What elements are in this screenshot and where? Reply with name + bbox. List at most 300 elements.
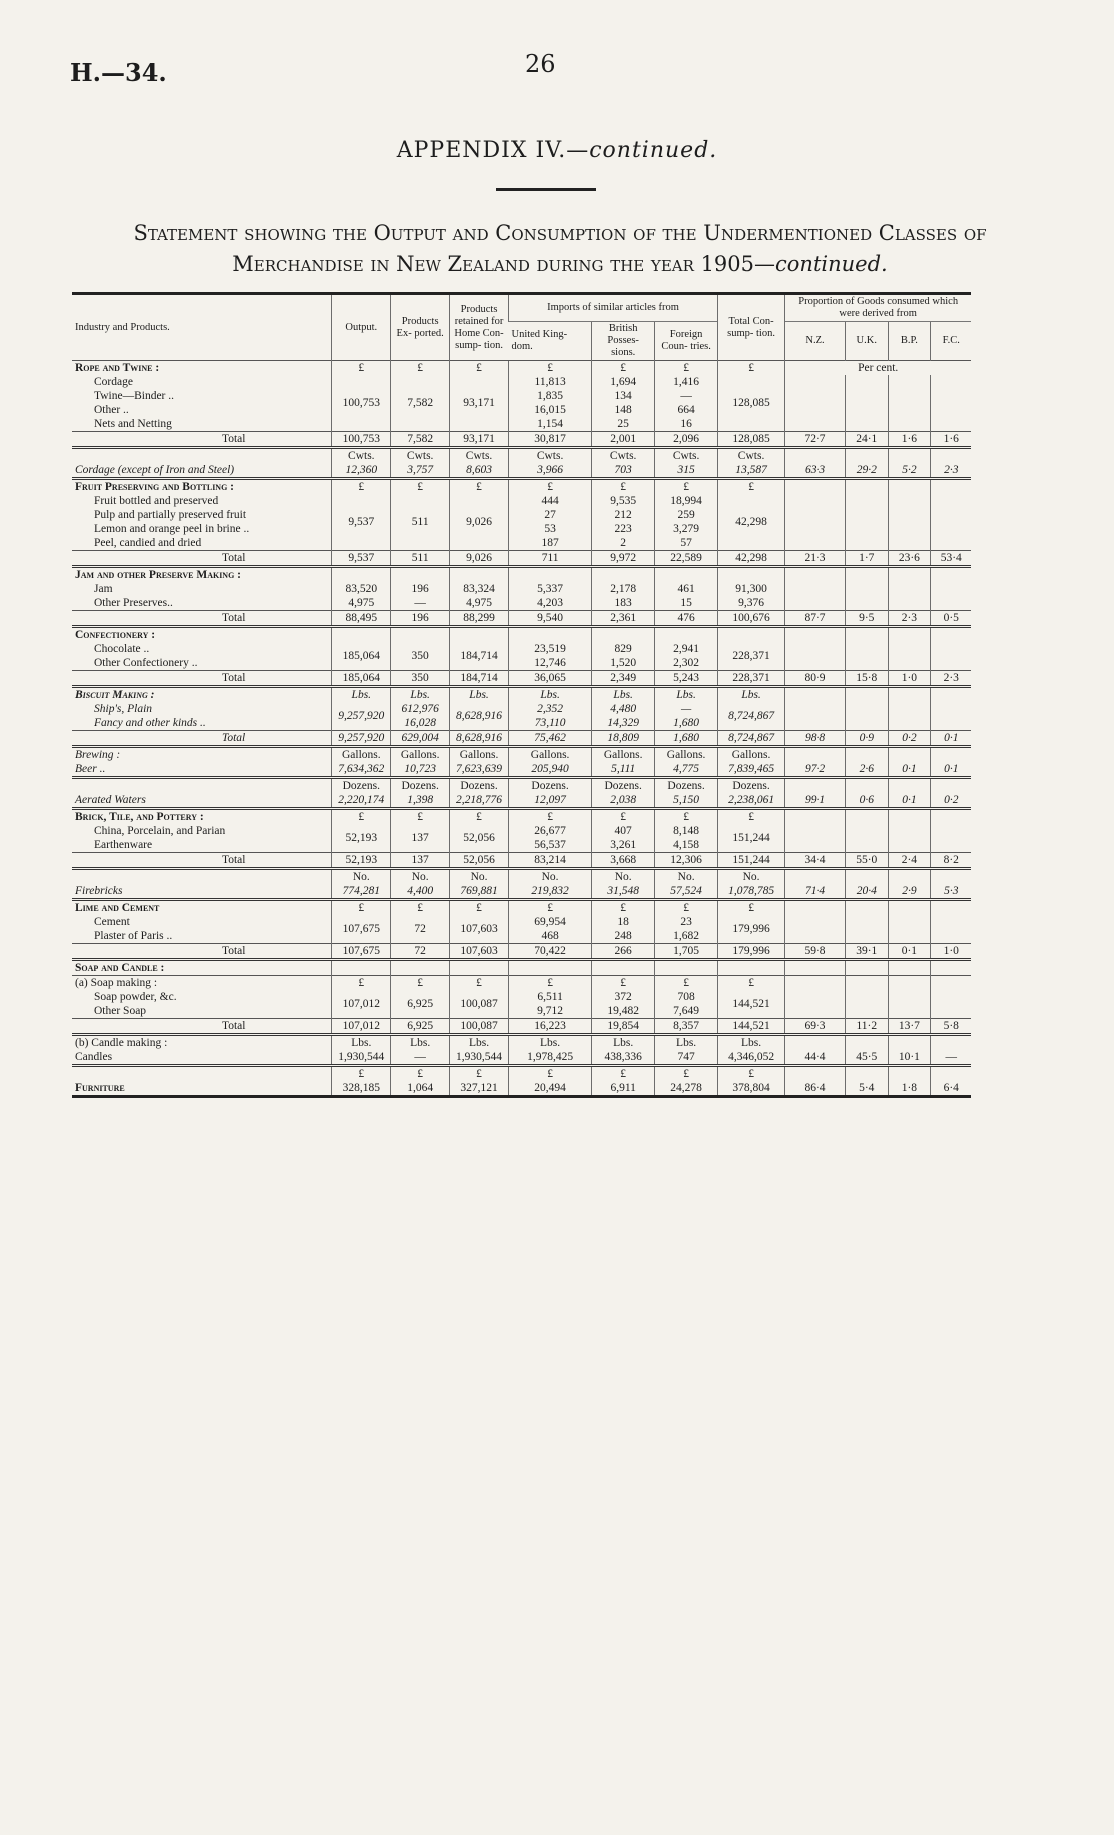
unit-label: £: [332, 1066, 391, 1082]
bp-value: 1,520: [592, 656, 655, 671]
bp-value: 25: [592, 417, 655, 432]
fc-value: 708: [655, 990, 718, 1004]
table-cell: [785, 747, 846, 763]
product-name: Other Confectionery ..: [94, 657, 198, 669]
data-cell: —: [931, 1050, 972, 1066]
table-cell: [785, 824, 846, 838]
table-cell: [785, 869, 846, 885]
section-heading: (b) Candle making :: [72, 1035, 332, 1051]
section-heading: [72, 448, 332, 464]
exported-value: 72: [391, 915, 450, 944]
unit-label: £: [391, 479, 450, 495]
data-cell: 91,300: [718, 582, 785, 596]
bp-value: 248: [592, 929, 655, 944]
section-heading: [72, 1066, 332, 1082]
unit-label: No.: [450, 869, 509, 885]
unit-label: Lbs.: [655, 1035, 718, 1051]
product-name: Cordage: [94, 376, 133, 388]
table-cell: [785, 976, 846, 991]
table-cell: [888, 417, 931, 432]
unit-label: Dozens.: [718, 778, 785, 794]
data-cell: 1,930,544: [450, 1050, 509, 1066]
exported-value: 16,028: [391, 716, 450, 731]
table-cell: [785, 702, 846, 716]
table-cell: [931, 494, 972, 508]
merchandise-table: [72, 292, 1012, 1098]
unit-label: £: [508, 976, 591, 991]
table-cell: [931, 1066, 972, 1082]
unit-label: [391, 627, 450, 643]
total-cell: 2·4: [888, 853, 931, 869]
exported-value: 7,582: [391, 375, 450, 432]
fc-value: 1,682: [655, 929, 718, 944]
total-cell: 184,714: [450, 671, 509, 687]
candle-data-row: [72, 1050, 1012, 1066]
total-cell: 52,056: [450, 853, 509, 869]
uk-value: 468: [508, 929, 591, 944]
total-consumption: 42,298: [718, 494, 785, 551]
table-cell: [931, 403, 972, 417]
table-cell: [785, 915, 846, 929]
total-cell: 98·8: [785, 731, 846, 747]
unit-label: Lbs.: [508, 687, 591, 703]
table-cell: [845, 838, 888, 853]
table-cell: [845, 1004, 888, 1019]
total-cell: 15·8: [845, 671, 888, 687]
confectionery-total-row: [72, 671, 1012, 687]
bp-value: 212: [592, 508, 655, 522]
total-cell: 11·2: [845, 1019, 888, 1035]
total-cell: 36,065: [508, 671, 591, 687]
unit-label: Cwts.: [450, 448, 509, 464]
section-heading: Biscuit Making :: [72, 687, 332, 703]
unit-label: £: [592, 976, 655, 991]
unit-label: Gallons.: [332, 747, 391, 763]
table-body: [72, 294, 1012, 1097]
product-name: Cordage (except of Iron and Steel): [75, 464, 235, 476]
unit-label: £: [450, 361, 509, 376]
fc-value: 4,158: [655, 838, 718, 853]
total-cell: 137: [391, 853, 450, 869]
unit-label: Lbs.: [655, 687, 718, 703]
total-cell: 75,462: [508, 731, 591, 747]
table-cell: [785, 687, 846, 703]
biscuit-heading-row: [72, 687, 1012, 703]
product-name: Other ..: [94, 404, 129, 416]
product-name: Soap powder, &c.: [94, 991, 177, 1003]
table-cell: [888, 567, 931, 583]
data-cell: 0·1: [931, 762, 972, 778]
table-cell: [931, 824, 972, 838]
unit-label: Lbs.: [508, 1035, 591, 1051]
col-pct-fc: F.C.: [931, 322, 972, 361]
section-subheading: (a) Soap making :: [72, 976, 332, 991]
rope-total-row: [72, 432, 1012, 448]
unit-label: £: [508, 900, 591, 916]
total-cell: 23·6: [888, 551, 931, 567]
table-cell: [931, 536, 972, 551]
table-cell: [931, 869, 972, 885]
total-cell: 107,675: [332, 944, 391, 960]
total-cell: 2·3: [931, 671, 972, 687]
data-cell: 8,603: [450, 463, 509, 479]
unit-label: Gallons.: [592, 747, 655, 763]
bp-value: 148: [592, 403, 655, 417]
table-cell: [785, 990, 846, 1004]
fc-value: 57: [655, 536, 718, 551]
unit-label: £: [508, 479, 591, 495]
table-cell: [931, 809, 972, 825]
bp-value: 9,535: [592, 494, 655, 508]
product-name: Lemon and orange peel in brine ..: [94, 523, 250, 535]
bp-value: 134: [592, 389, 655, 403]
data-cell: [888, 596, 931, 611]
total-cell: 2,361: [592, 611, 655, 627]
table-cell: [785, 642, 846, 656]
data-cell: [888, 582, 931, 596]
data-cell: 5,337: [508, 582, 591, 596]
total-cell: 196: [391, 611, 450, 627]
fruit-item-row: [72, 494, 1012, 508]
bp-value: 1,694: [592, 375, 655, 389]
product-name: Fruit bottled and preserved: [94, 495, 219, 507]
unit-label: £: [450, 900, 509, 916]
table-cell: [785, 716, 846, 731]
table-cell: [592, 567, 655, 583]
product-name: China, Porcelain, and Parian: [94, 825, 226, 837]
fruit-heading-row: [72, 479, 1012, 495]
data-cell: [931, 596, 972, 611]
data-cell: 86·4: [785, 1081, 846, 1097]
unit-label: [655, 627, 718, 643]
biscuit-item-row: [72, 702, 1012, 716]
total-cell: 8·2: [931, 853, 972, 869]
total-cell: 30,817: [508, 432, 591, 448]
total-cell: 0·2: [888, 731, 931, 747]
table-cell: [785, 778, 846, 794]
table-cell: [888, 716, 931, 731]
table-cell: [888, 976, 931, 991]
product-name: Other Preserves..: [94, 597, 173, 609]
total-cell: 69·3: [785, 1019, 846, 1035]
section-heading: Brewing :: [72, 747, 332, 763]
total-cell: 350: [391, 671, 450, 687]
jam-item-row: [72, 596, 1012, 611]
unit-label: [450, 627, 509, 643]
unit-label: Lbs.: [332, 687, 391, 703]
unit-label: Cwts.: [508, 448, 591, 464]
total-cell: 0·1: [888, 944, 931, 960]
table-cell: [845, 567, 888, 583]
total-cell: 629,004: [391, 731, 450, 747]
data-cell: 438,336: [592, 1050, 655, 1066]
data-cell: 4,975: [332, 596, 391, 611]
table-cell: [845, 642, 888, 656]
table-cell: [845, 869, 888, 885]
data-cell: 461: [655, 582, 718, 596]
total-cell: 2,349: [592, 671, 655, 687]
col-pct-bp: B.P.: [888, 322, 931, 361]
fc-value: 1,680: [655, 716, 718, 731]
product-name: Plaster of Paris ..: [94, 930, 173, 942]
data-cell: [785, 582, 846, 596]
col-industry: Industry and Products.: [72, 294, 332, 361]
retained-value: 8,628,916: [450, 702, 509, 731]
product-name: Aerated Waters: [75, 794, 146, 806]
unit-label: Lbs.: [718, 1035, 785, 1051]
total-cell: 1,705: [655, 944, 718, 960]
table-cell: [785, 403, 846, 417]
total-cell: 151,244: [718, 853, 785, 869]
table-cell: [785, 1066, 846, 1082]
fc-value: 2,941: [655, 642, 718, 656]
jam-total-row: [72, 611, 1012, 627]
unit-label: [718, 627, 785, 643]
data-cell: 1,078,785: [718, 884, 785, 900]
bp-value: 3,261: [592, 838, 655, 853]
document-code: H.—34.: [70, 58, 167, 87]
table-cell: [931, 1004, 972, 1019]
total-cell: 107,603: [450, 944, 509, 960]
table-cell: [845, 479, 888, 495]
unit-label: £: [450, 1066, 509, 1082]
unit-label: No.: [508, 869, 591, 885]
data-cell: 1,978,425: [508, 1050, 591, 1066]
table-cell: [845, 508, 888, 522]
table-cell: [785, 479, 846, 495]
lime-item-row: [72, 929, 1012, 944]
unit-label: Dozens.: [332, 778, 391, 794]
appendix-continued: continued.: [589, 138, 718, 163]
retained-value: 107,603: [450, 915, 509, 944]
total-cell: 42,298: [718, 551, 785, 567]
table-cell: [931, 508, 972, 522]
table-cell: [845, 536, 888, 551]
data-cell: 24,278: [655, 1081, 718, 1097]
table-cell: [888, 747, 931, 763]
output-value: 52,193: [332, 824, 391, 853]
confectionery-item-row: [72, 656, 1012, 671]
table-cell: [655, 567, 718, 583]
unit-label: Lbs.: [718, 687, 785, 703]
unit-label: £: [391, 900, 450, 916]
data-cell: 15: [655, 596, 718, 611]
unit-label: £: [718, 976, 785, 991]
table-cell: [845, 702, 888, 716]
retained-value: 93,171: [450, 375, 509, 432]
unit-label: Gallons.: [718, 747, 785, 763]
data-cell: 2·9: [888, 884, 931, 900]
col-retained: Products retained for Home Con- sump- tion.: [450, 294, 509, 361]
unit-label: Lbs.: [450, 687, 509, 703]
data-cell: 9,376: [718, 596, 785, 611]
unit-label: £: [450, 479, 509, 495]
unit-label: £: [332, 479, 391, 495]
fruit-item-row: [72, 522, 1012, 536]
output-value: 107,012: [332, 990, 391, 1019]
unit-label: £: [391, 361, 450, 376]
table-cell: [845, 929, 888, 944]
data-cell: 31,548: [592, 884, 655, 900]
fc-value: —: [655, 389, 718, 403]
data-cell: 5·3: [931, 884, 972, 900]
data-cell: 1,930,544: [332, 1050, 391, 1066]
unit-label: £: [508, 809, 591, 825]
appendix-label: APPENDIX IV.—: [396, 138, 590, 163]
total-cell: 128,085: [718, 432, 785, 448]
data-cell: 328,185: [332, 1081, 391, 1097]
uk-value: 444: [508, 494, 591, 508]
table-cell: [931, 389, 972, 403]
unit-label: £: [391, 976, 450, 991]
uk-value: 187: [508, 536, 591, 551]
table-cell: [845, 687, 888, 703]
unit-label: £: [592, 1066, 655, 1082]
exported-value: 511: [391, 494, 450, 551]
fc-value: 664: [655, 403, 718, 417]
data-cell: 4,346,052: [718, 1050, 785, 1066]
data-cell: [845, 596, 888, 611]
furniture-units-row: [72, 1066, 1012, 1082]
table-cell: [391, 960, 450, 976]
table-cell: [450, 567, 509, 583]
table-cell: [845, 809, 888, 825]
table-cell: [931, 838, 972, 853]
table-cell: [931, 642, 972, 656]
col-bp: British Posses- sions.: [592, 322, 655, 361]
total-cell: 9,540: [508, 611, 591, 627]
rope-item-row: [72, 417, 1012, 432]
unit-label: No.: [718, 869, 785, 885]
table-cell: [592, 960, 655, 976]
fc-value: 1,416: [655, 375, 718, 389]
brick-total-row: [72, 853, 1012, 869]
unit-label: [508, 627, 591, 643]
fc-value: 259: [655, 508, 718, 522]
output-value: 185,064: [332, 642, 391, 671]
total-label: Total: [72, 853, 332, 869]
jam-item-row: [72, 582, 1012, 596]
total-cell: 266: [592, 944, 655, 960]
data-cell: 0·6: [845, 793, 888, 809]
unit-label: £: [718, 1066, 785, 1082]
data-cell: 183: [592, 596, 655, 611]
unit-label: Dozens.: [592, 778, 655, 794]
total-cell: 144,521: [718, 1019, 785, 1035]
data-cell: 12,097: [508, 793, 591, 809]
bp-value: 407: [592, 824, 655, 838]
table-cell: [785, 417, 846, 432]
bp-value: 829: [592, 642, 655, 656]
product-name: Chocolate ..: [94, 643, 150, 655]
total-cell: 0·9: [845, 731, 888, 747]
table-cell: [785, 1004, 846, 1019]
data-cell: 6,911: [592, 1081, 655, 1097]
data-cell: 0·2: [931, 793, 972, 809]
table-cell: [845, 990, 888, 1004]
table-cell: [655, 960, 718, 976]
statement-title: [60, 218, 1060, 280]
total-cell: 16,223: [508, 1019, 591, 1035]
output-value: 107,675: [332, 915, 391, 944]
data-cell: 5·4: [845, 1081, 888, 1097]
total-cell: 19,854: [592, 1019, 655, 1035]
unit-label: £: [592, 809, 655, 825]
total-cell: 13·7: [888, 1019, 931, 1035]
brick-heading-row: [72, 809, 1012, 825]
total-cell: 22,589: [655, 551, 718, 567]
total-cell: 8,628,916: [450, 731, 509, 747]
data-cell: 4,775: [655, 762, 718, 778]
lime-total-row: [72, 944, 1012, 960]
product-name: Candles: [75, 1051, 113, 1063]
fc-value: 18,994: [655, 494, 718, 508]
table-cell: [931, 656, 972, 671]
table-cell: [888, 687, 931, 703]
candle-units-row: [72, 1035, 1012, 1051]
total-cell: 228,371: [718, 671, 785, 687]
unit-label: Lbs.: [391, 687, 450, 703]
table-cell: [888, 838, 931, 853]
total-cell: 18,809: [592, 731, 655, 747]
section-heading: Confectionery :: [72, 627, 332, 643]
table-cell: [888, 900, 931, 916]
unit-label: £: [718, 361, 785, 376]
soap-heading-row: [72, 960, 1012, 976]
rope-heading-row: [72, 361, 1012, 376]
total-cell: 0·5: [931, 611, 972, 627]
data-cell: 97·2: [785, 762, 846, 778]
aerated-data-row: [72, 793, 1012, 809]
total-cell: 55·0: [845, 853, 888, 869]
table-cell: [845, 1035, 888, 1051]
data-cell: [785, 596, 846, 611]
unit-label: £: [332, 361, 391, 376]
fruit-item-row: [72, 536, 1012, 551]
data-cell: 45·5: [845, 1050, 888, 1066]
total-cell: 52,193: [332, 853, 391, 869]
rope-item-row: [72, 375, 1012, 389]
total-label: Total: [72, 944, 332, 960]
data-cell: 20,494: [508, 1081, 591, 1097]
table-cell: [785, 1035, 846, 1051]
table-cell: [845, 403, 888, 417]
table-cell: [845, 494, 888, 508]
total-cell: 21·3: [785, 551, 846, 567]
section-heading: Jam and other Preserve Making :: [72, 567, 332, 583]
section-heading: Brick, Tile, and Pottery :: [72, 809, 332, 825]
total-cell: 9,026: [450, 551, 509, 567]
brick-item-row: [72, 838, 1012, 853]
unit-label: £: [332, 809, 391, 825]
appendix-heading: [0, 138, 1114, 163]
data-cell: 44·4: [785, 1050, 846, 1066]
table-cell: [845, 448, 888, 464]
data-cell: [845, 582, 888, 596]
total-cell: 100,087: [450, 1019, 509, 1035]
bp-value: 372: [592, 990, 655, 1004]
data-cell: 20·4: [845, 884, 888, 900]
unit-label: Gallons.: [450, 747, 509, 763]
uk-value: 27: [508, 508, 591, 522]
data-cell: 378,804: [718, 1081, 785, 1097]
unit-label: [592, 627, 655, 643]
total-cell: 88,495: [332, 611, 391, 627]
data-cell: 2,178: [592, 582, 655, 596]
table-cell: [508, 960, 591, 976]
firebricks-units-row: [72, 869, 1012, 885]
total-cell: 34·4: [785, 853, 846, 869]
